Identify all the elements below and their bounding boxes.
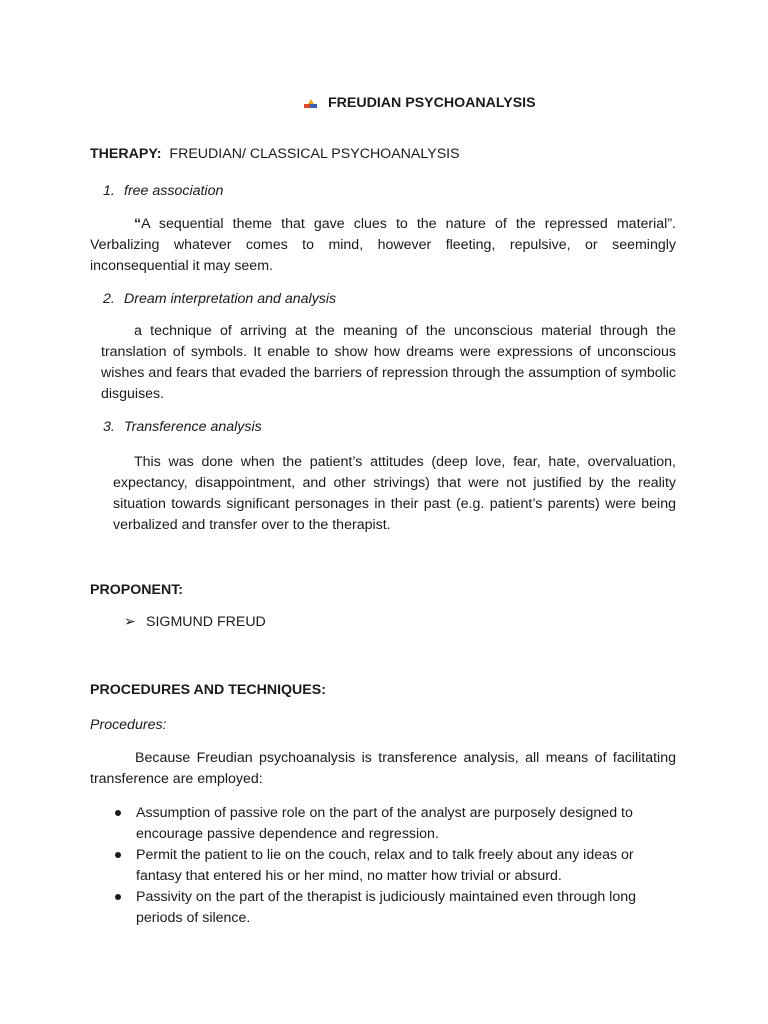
technique-paragraph: a technique of arriving at the meaning of the unconscious material through the translation of symbols. It enable to show how dreams were expressions of unconscious wishes and fears that evaded the barriers of repression through the assumption of symbolic disguises. — [101, 323, 676, 402]
technique-title: Dream interpretation and analysis — [124, 291, 337, 307]
technique-paragraph: This was done when the patient’s attitudes (deep love, fear, hate, overvaluation, expectancy, disappointment, and other strivings) that were not justified by the reality situation towards significant personages in their past (e.g. patient’s parents) were being verbalized and transfer over to the therapist. — [113, 454, 676, 533]
bullet-icon — [115, 810, 121, 816]
open-quote: “ — [134, 216, 142, 232]
list-number: 2. — [103, 291, 115, 307]
procedures-heading: PROCEDURES AND TECHNIQUES: — [90, 682, 326, 698]
list-item-text: Assumption of passive role on the part of the analyst are purposely designed to encourage passive dependence and regression. — [136, 805, 633, 842]
bullet-icon — [115, 894, 121, 900]
list-item-text: Permit the patient to lie on the couch, relax and to talk freely about any ideas or fantasy that entered his or her mind, no matter how trivial or absurd. — [136, 847, 634, 884]
list-item — [115, 887, 676, 929]
list-number: 3. — [103, 419, 115, 435]
technique-text: A sequential theme that gave clues to the nature of the repressed material”. Verbalizing whatever comes to mind, however fleeting, repulsive, or seemingly inconsequential it may seem. — [90, 216, 676, 274]
bullet-icon — [115, 852, 121, 858]
technique-title: Transference analysis — [124, 419, 262, 435]
technique-heading — [103, 417, 262, 438]
procedures-list — [115, 803, 676, 929]
procedures-intro: Because Freudian psychoanalysis is transference analysis, all means of facilitating transference are employed: — [90, 750, 676, 787]
therapy-line — [90, 144, 460, 165]
title-row — [304, 93, 536, 114]
list-item — [115, 803, 676, 845]
technique-title: free association — [124, 183, 224, 199]
technique-heading — [103, 181, 223, 202]
procedures-subheading: Procedures: — [90, 717, 167, 733]
logo-icon — [304, 99, 318, 109]
therapy-value: FREUDIAN/ CLASSICAL PSYCHOANALYSIS — [169, 146, 460, 162]
list-item — [115, 845, 676, 887]
therapy-label: THERAPY: — [90, 146, 162, 162]
proponent-item — [124, 612, 266, 633]
technique-heading — [103, 289, 336, 310]
list-item-text: Passivity on the part of the therapist is judiciously maintained even through long periods of silence. — [136, 889, 637, 926]
page-title: FREUDIAN PSYCHOANALYSIS — [328, 95, 536, 111]
proponent-heading: PROPONENT: — [90, 582, 184, 598]
technique-paragraph — [90, 214, 676, 277]
proponent-name: SIGMUND FREUD — [146, 614, 266, 630]
arrow-bullet-icon: ➢ — [124, 614, 136, 630]
list-number: 1. — [103, 183, 115, 199]
